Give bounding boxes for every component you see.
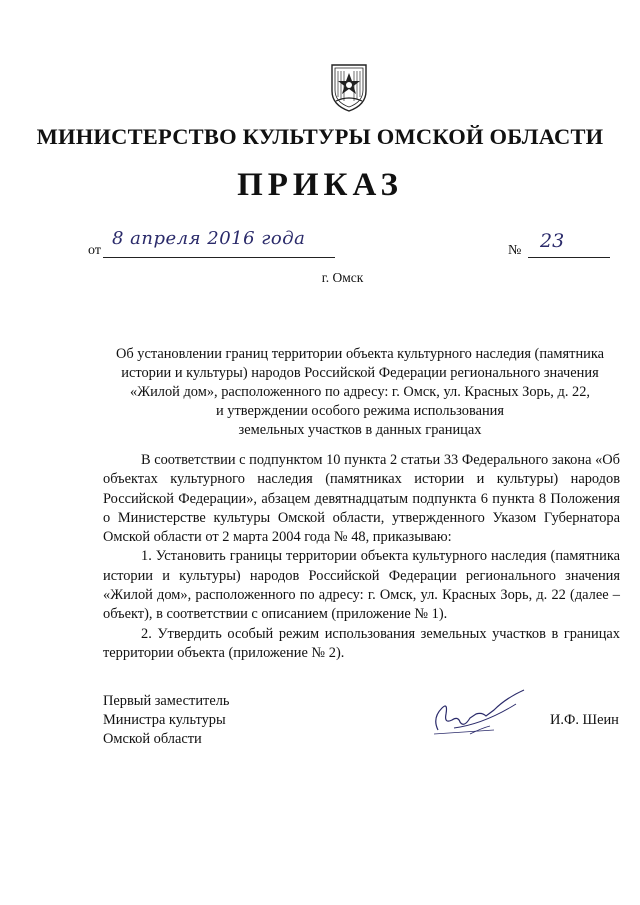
subject-line: истории и культуры) народов Российской Федерации регионального значения [121, 365, 599, 381]
date-label: от [88, 243, 101, 258]
signatory-title [103, 692, 229, 749]
city: г. Омск [321, 270, 364, 285]
order-body [103, 451, 620, 663]
subject-line: Об установлении границ территории объекта культурного наследия (памятника [115, 346, 605, 362]
subject-line: земельных участков в данных границах [238, 422, 482, 438]
signatory-title-line: Омской области [103, 731, 202, 747]
signatory-title-line: Первый заместитель [103, 693, 230, 709]
subject-line: «Жилой дом», расположенного по адресу: г. Омск, ул. Красных Зорь, д. 22, [130, 384, 590, 400]
preamble-paragraph: В соответствии с подпунктом 10 пункта 2 статьи 33 Федерального закона «Об объектах культурного наследия (памятниках истории и культуры) народов Российской Федерации», абзацем девятнадцатым подпункта 6 пункта 8 Положения о Министерстве культуры Омской области, утвержденного Указом Губернатора Омской области от 2 марта 2004 года № 48, приказываю: [103, 452, 620, 546]
subject-line: и утверждении особого режима использования [216, 403, 504, 419]
number-underline [528, 257, 610, 258]
ministry-name: МИНИСТЕРСТВО КУЛЬТУРЫ ОМСКОЙ ОБЛАСТИ [36, 124, 604, 149]
signatory-title-line: Министра культуры [103, 712, 226, 728]
date-underline [103, 257, 335, 258]
handwritten-signature [424, 684, 544, 744]
number-label: № [508, 243, 522, 258]
clause-1-paragraph: 1. Установить границы территории объекта культурного наследия (памятника истории и культуры) народов Российской Федерации регионального значения «Жилой дом», расположенного по адресу: г. Омск, ул. Красных Зорь, д. 22 (далее – объект), в соответствии с описанием (приложение № 1). [103, 548, 620, 623]
signatory-name: И.Ф. Шеин [550, 712, 619, 728]
document-type: ПРИКАЗ [237, 167, 403, 203]
coat-of-arms-icon [326, 61, 372, 113]
number-value: 23 [540, 230, 565, 252]
clause-2-paragraph: 2. Утвердить особый режим использования земельных участков в границах территории объекта (приложение № 2). [103, 625, 620, 661]
date-value: 8 апреля 2016 года [112, 228, 306, 249]
subject-heading [100, 345, 620, 440]
